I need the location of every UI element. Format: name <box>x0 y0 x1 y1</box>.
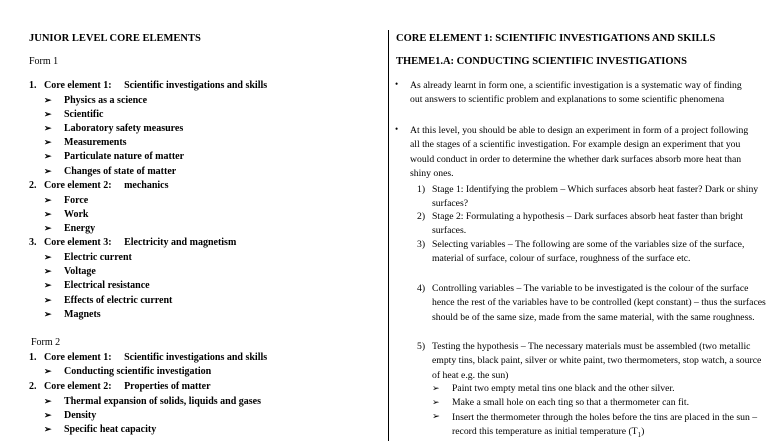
list-item: ➢ Conducting scientific investigation <box>44 366 212 377</box>
core-element-heading: 1. Core element 1: Scientific investigations and skills <box>29 80 268 91</box>
arrow-icon: ➢ <box>44 151 52 161</box>
arrow-icon: ➢ <box>44 424 52 434</box>
arrow-icon: ➢ <box>432 411 441 422</box>
list-item: ➢ Particulate nature of matter <box>44 151 185 162</box>
substep-item: Insert the thermometer through the holes before the tins are placed in the sun – record this temperature as initial temperature $(T_1)$ <box>452 412 758 440</box>
left-column <box>0 0 388 441</box>
stage-text: Stage 2: Formulating a hypothesis – Dark surfaces absorb heat faster than bright surfaces. <box>432 211 743 237</box>
list-item: ➢ Density <box>44 410 97 421</box>
arrow-icon: ➢ <box>44 252 52 262</box>
list-item: ➢ Electric current <box>44 252 132 263</box>
form2-label: Form 2 <box>31 337 61 348</box>
right-title: CORE ELEMENT 1: SCIENTIFIC INVESTIGATIONS AND SKILLS <box>396 33 716 44</box>
arrow-icon: ➢ <box>44 137 52 147</box>
stage-number: 4) <box>417 283 426 294</box>
arrow-icon: ➢ <box>44 410 52 420</box>
stage-text: Testing the hypothesis – The necessary materials must be assembled (two metallic empty tins, black paint, silver or white paint, two thermometers, stop watch, a source of heat e.g. the sun) <box>432 341 762 381</box>
core-element-heading: 3. Core element 3: Electricity and magnetism <box>29 237 237 248</box>
stage-text: Stage 1: Identifying the problem – Which surfaces absorb heat faster? Dark or shiny surfaces? <box>432 184 759 210</box>
list-item: ➢ Force <box>44 195 89 206</box>
substep-item: ➢ Paint two empty metal tins one black and the other silver. <box>432 383 675 394</box>
arrow-icon: ➢ <box>44 209 52 219</box>
left-title: JUNIOR LEVEL CORE ELEMENTS <box>29 33 201 44</box>
arrow-icon: ➢ <box>44 95 52 105</box>
stage-number: 5) <box>417 341 426 352</box>
bullet-icon: • <box>395 124 399 134</box>
form1-label: Form 1 <box>29 56 59 67</box>
stage-text: Controlling variables – The variable to be investigated is the colour of the surface hence the rest of the variables have to be controlled (kept constant) – thus the surfaces should be of the same size, made from the same material, with the same roughness. <box>432 283 766 323</box>
arrow-icon: ➢ <box>44 266 52 276</box>
list-item: ➢ Electrical resistance <box>44 280 150 291</box>
list-item: ➢ Laboratory safety measures <box>44 123 184 134</box>
substep-item: ➢ Make a small hole on each ting so that a thermometer can fit. <box>432 397 689 408</box>
arrow-icon: ➢ <box>44 366 52 376</box>
list-item: ➢ Measurements <box>44 137 127 148</box>
list-item: ➢ Physics as a science <box>44 95 148 106</box>
list-item: ➢ Effects of electric current <box>44 295 173 306</box>
theme-heading: THEME1.A: CONDUCTING SCIENTIFIC INVESTIGATIONS <box>396 56 687 67</box>
paragraph: As already learnt in form one, a scientific investigation is a systematic way of finding out answers to scientific problem and explanations to some scientific phenomena <box>410 80 742 106</box>
stage-number: 1) <box>417 184 426 195</box>
right-column <box>390 0 784 441</box>
bullet-icon: • <box>395 79 399 89</box>
arrow-icon: ➢ <box>44 123 52 133</box>
list-item: ➢ Voltage <box>44 266 96 277</box>
arrow-icon: ➢ <box>44 195 52 205</box>
paragraph: At this level, you should be able to design an experiment in form of a project following all the stages of a scientific investigation. For example design an experiment that you would conduct in order to determine the whether dark surfaces absorb more heat than shiny ones. <box>410 125 749 180</box>
arrow-icon: ➢ <box>44 109 52 119</box>
arrow-icon: ➢ <box>44 396 52 406</box>
arrow-icon: ➢ <box>44 280 52 290</box>
list-item: ➢ Specific heat capacity <box>44 424 157 435</box>
arrow-icon: ➢ <box>44 309 52 319</box>
stage-text: Selecting variables – The following are some of the variables size of the surface, material of surface, colour of surface, roughness of the surface etc. <box>432 239 745 265</box>
stage-number: 2) <box>417 211 426 222</box>
column-divider <box>388 30 389 441</box>
core-element-heading: 2. Core element 2: Properties of matter <box>29 381 211 392</box>
list-item: ➢ Magnets <box>44 309 101 320</box>
arrow-icon: ➢ <box>44 166 52 176</box>
list-item: ➢ Energy <box>44 223 96 234</box>
arrow-icon: ➢ <box>432 383 440 393</box>
list-item: ➢ Scientific <box>44 109 104 120</box>
core-element-heading: 2. Core element 2: mechanics <box>29 180 169 191</box>
list-item: ➢ Thermal expansion of solids, liquids and gases <box>44 396 261 407</box>
stage-number: 3) <box>417 239 426 250</box>
list-item: ➢ Work <box>44 209 89 220</box>
list-item: ➢ Changes of state of matter <box>44 166 177 177</box>
arrow-icon: ➢ <box>432 397 440 407</box>
arrow-icon: ➢ <box>44 223 52 233</box>
core-element-heading: 1. Core element 1: Scientific investigations and skills <box>29 352 268 363</box>
arrow-icon: ➢ <box>44 295 52 305</box>
